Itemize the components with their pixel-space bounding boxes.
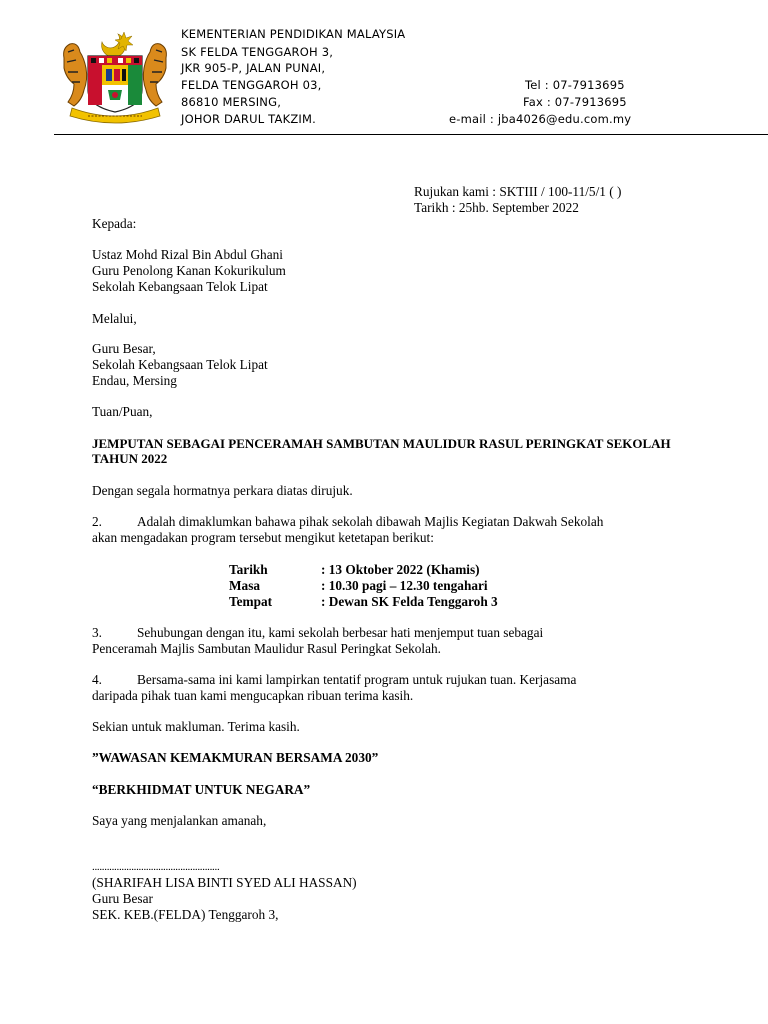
closing-line: Sekian untuk makluman. Terima kasih. — [92, 719, 300, 734]
subject-line: JEMPUTAN SEBAGAI PENCERAMAH SAMBUTAN MAULIDUR RASUL PERINGKAT SEKOLAH — [92, 436, 671, 451]
detail-label: Tempat — [229, 594, 273, 609]
subject-line: TAHUN 2022 — [92, 451, 168, 466]
telephone: Tel : 07-7913695 — [525, 78, 625, 92]
recipient-position: Guru Penolong Kanan Kokurikulum — [92, 263, 286, 278]
ministry-name: KEMENTERIAN PENDIDIKAN MALAYSIA — [181, 27, 406, 41]
via-position: Guru Besar, — [92, 341, 156, 356]
detail-value: : 10.30 pagi – 12.30 tengahari — [321, 578, 488, 593]
via-school: Sekolah Kebangsaan Telok Lipat — [92, 357, 268, 372]
paragraph-text: daripada pihak tuan kami mengucapkan ribuan terima kasih. — [92, 688, 414, 703]
address-line: FELDA TENGGAROH 03, — [181, 78, 322, 92]
paragraph-text: Adalah dimaklumkan bahawa pihak sekolah dibawah Majlis Kegiatan Dakwah Sekolah — [137, 514, 604, 529]
signature-line: .................................................... — [92, 861, 220, 873]
letter-date: Tarikh : 25hb. September 2022 — [414, 200, 579, 215]
salutation: Tuan/Puan, — [92, 404, 153, 419]
address-line: 86810 MERSING, — [181, 95, 282, 109]
opening-line: Dengan segala hormatnya perkara diatas dirujuk. — [92, 483, 353, 498]
coat-of-arms-icon — [58, 28, 172, 124]
email: e-mail : jba4026@edu.com.my — [449, 112, 632, 126]
paragraph-text: Bersama-sama ini kami lampirkan tentatif program untuk rujukan tuan. Kerjasama — [137, 672, 577, 687]
recipient-school: Sekolah Kebangsaan Telok Lipat — [92, 279, 268, 294]
detail-value: : 13 Oktober 2022 (Khamis) — [321, 562, 480, 577]
detail-label: Masa — [229, 578, 261, 593]
paragraph-number: 3. — [92, 625, 102, 640]
paragraph-text: akan mengadakan program tersebut mengikut ketetapan berikut: — [92, 530, 434, 545]
motto-wawasan: ”WAWASAN KEMAKMURAN BERSAMA 2030” — [92, 750, 379, 765]
trust-line: Saya yang menjalankan amanah, — [92, 813, 267, 828]
via-label: Melalui, — [92, 311, 137, 326]
address-line: JKR 905-P, JALAN PUNAI, — [181, 61, 326, 75]
via-place: Endau, Mersing — [92, 373, 177, 388]
address-line: JOHOR DARUL TAKZIM. — [181, 112, 316, 126]
signatory-title: Guru Besar — [92, 891, 153, 906]
recipient-label: Kepada: — [92, 216, 137, 231]
paragraph-number: 2. — [92, 514, 102, 529]
detail-label: Tarikh — [229, 562, 268, 577]
detail-value: : Dewan SK Felda Tenggaroh 3 — [321, 594, 498, 609]
signatory-name: (SHARIFAH LISA BINTI SYED ALI HASSAN) — [92, 875, 357, 890]
paragraph-text: Penceramah Majlis Sambutan Maulidur Rasul Peringkat Sekolah. — [92, 641, 441, 656]
header-divider — [54, 134, 768, 135]
paragraph-number: 4. — [92, 672, 102, 687]
school-name: SK FELDA TENGGAROH 3, — [181, 45, 334, 59]
reference-number: Rujukan kami : SKTIII / 100-11/5/1 ( ) — [414, 184, 622, 199]
signatory-school: SEK. KEB.(FELDA) Tenggaroh 3, — [92, 907, 279, 922]
fax: Fax : 07-7913695 — [523, 95, 627, 109]
recipient-name: Ustaz Mohd Rizal Bin Abdul Ghani — [92, 247, 283, 262]
motto-berkhidmat: “BERKHIDMAT UNTUK NEGARA” — [92, 782, 311, 797]
paragraph-text: Sehubungan dengan itu, kami sekolah berbesar hati menjemput tuan sebagai — [137, 625, 544, 640]
